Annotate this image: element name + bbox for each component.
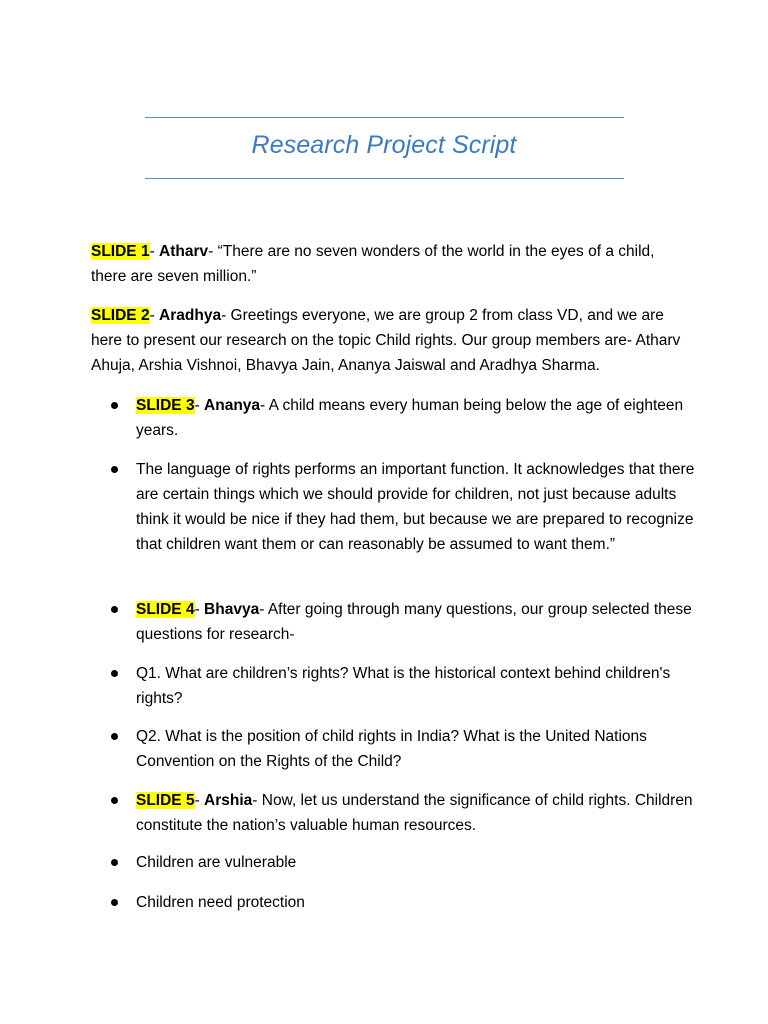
speaker-name: Aradhya	[159, 307, 222, 324]
list-item-text: After going through many questions, our group selected these questions for research-	[136, 601, 692, 643]
title-bottom-rule	[145, 178, 624, 179]
slide-label: SLIDE 5	[136, 792, 195, 809]
speaker-name: Ananya	[204, 397, 261, 414]
dash-separator: -	[194, 792, 205, 809]
bullet-dot-icon	[111, 899, 118, 906]
list-item	[136, 457, 696, 557]
slide-label: SLIDE 2	[91, 307, 150, 324]
dash-separator: -	[260, 397, 269, 414]
list-item-slide-5	[136, 788, 696, 838]
paragraph-text: Greetings everyone, we are group 2 from class VD, and we are here to present our research on the topic Child rights. Our group members are- Atharv Ahuja, Arshia Vishnoi, Bhavya Jain, Ananya Jaiswal and Aradhya Sharma.	[91, 307, 681, 374]
bullet-dot-icon	[111, 797, 118, 804]
list-item-slide-4	[136, 597, 696, 647]
paragraph-slide-1	[91, 239, 691, 289]
document-title: Research Project Script	[251, 131, 517, 159]
list-item-slide-3	[136, 393, 696, 443]
dash-separator: -	[194, 397, 205, 414]
list-item-q1	[136, 661, 696, 711]
list-item-text: Now, let us understand the significance of child rights. Children constitute the nation’s valuable human resources.	[136, 792, 693, 834]
dash-separator: -	[149, 243, 160, 260]
list-item-text: Q1. What are children’s rights? What is the historical context behind children's rights?	[136, 665, 671, 707]
dash-separator: -	[221, 307, 231, 324]
list-item-q2	[136, 724, 696, 774]
slide-label: SLIDE 3	[136, 397, 195, 414]
paragraph-slide-2	[91, 303, 691, 378]
list-item-text: The language of rights performs an important function. It acknowledges that there are certain things which we should provide for children, not just because adults think it would be nice if they had them, but because we are prepared to recognize that children want them or can reasonably be assumed to want them.”	[136, 461, 695, 553]
dash-separator: -	[259, 601, 268, 618]
speaker-name: Atharv	[159, 243, 209, 260]
dash-separator: -	[208, 243, 218, 260]
list-item-text: A child means every human being below the age of eighteen years.	[136, 397, 684, 439]
bullet-dot-icon	[111, 466, 118, 473]
paragraph-text: “There are no seven wonders of the world in the eyes of a child, there are seven million.”	[91, 243, 655, 285]
list-item-text: Children are vulnerable	[136, 854, 297, 871]
title-top-rule	[145, 117, 624, 118]
dash-separator: -	[194, 601, 205, 618]
bullet-dot-icon	[111, 670, 118, 677]
dash-separator: -	[149, 307, 160, 324]
bullet-dot-icon	[111, 733, 118, 740]
dash-separator: -	[252, 792, 262, 809]
list-item	[136, 850, 696, 875]
bullet-dot-icon	[111, 859, 118, 866]
bullet-dot-icon	[111, 402, 118, 409]
speaker-name: Arshia	[204, 792, 253, 809]
list-item	[136, 890, 696, 915]
list-item-text: Children need protection	[136, 894, 305, 911]
list-item-text: Q2. What is the position of child rights in India? What is the United Nations Convention on the Rights of the Child?	[136, 728, 647, 770]
bullet-dot-icon	[111, 606, 118, 613]
slide-label: SLIDE 4	[136, 601, 195, 618]
speaker-name: Bhavya	[204, 601, 260, 618]
slide-label: SLIDE 1	[91, 243, 150, 260]
